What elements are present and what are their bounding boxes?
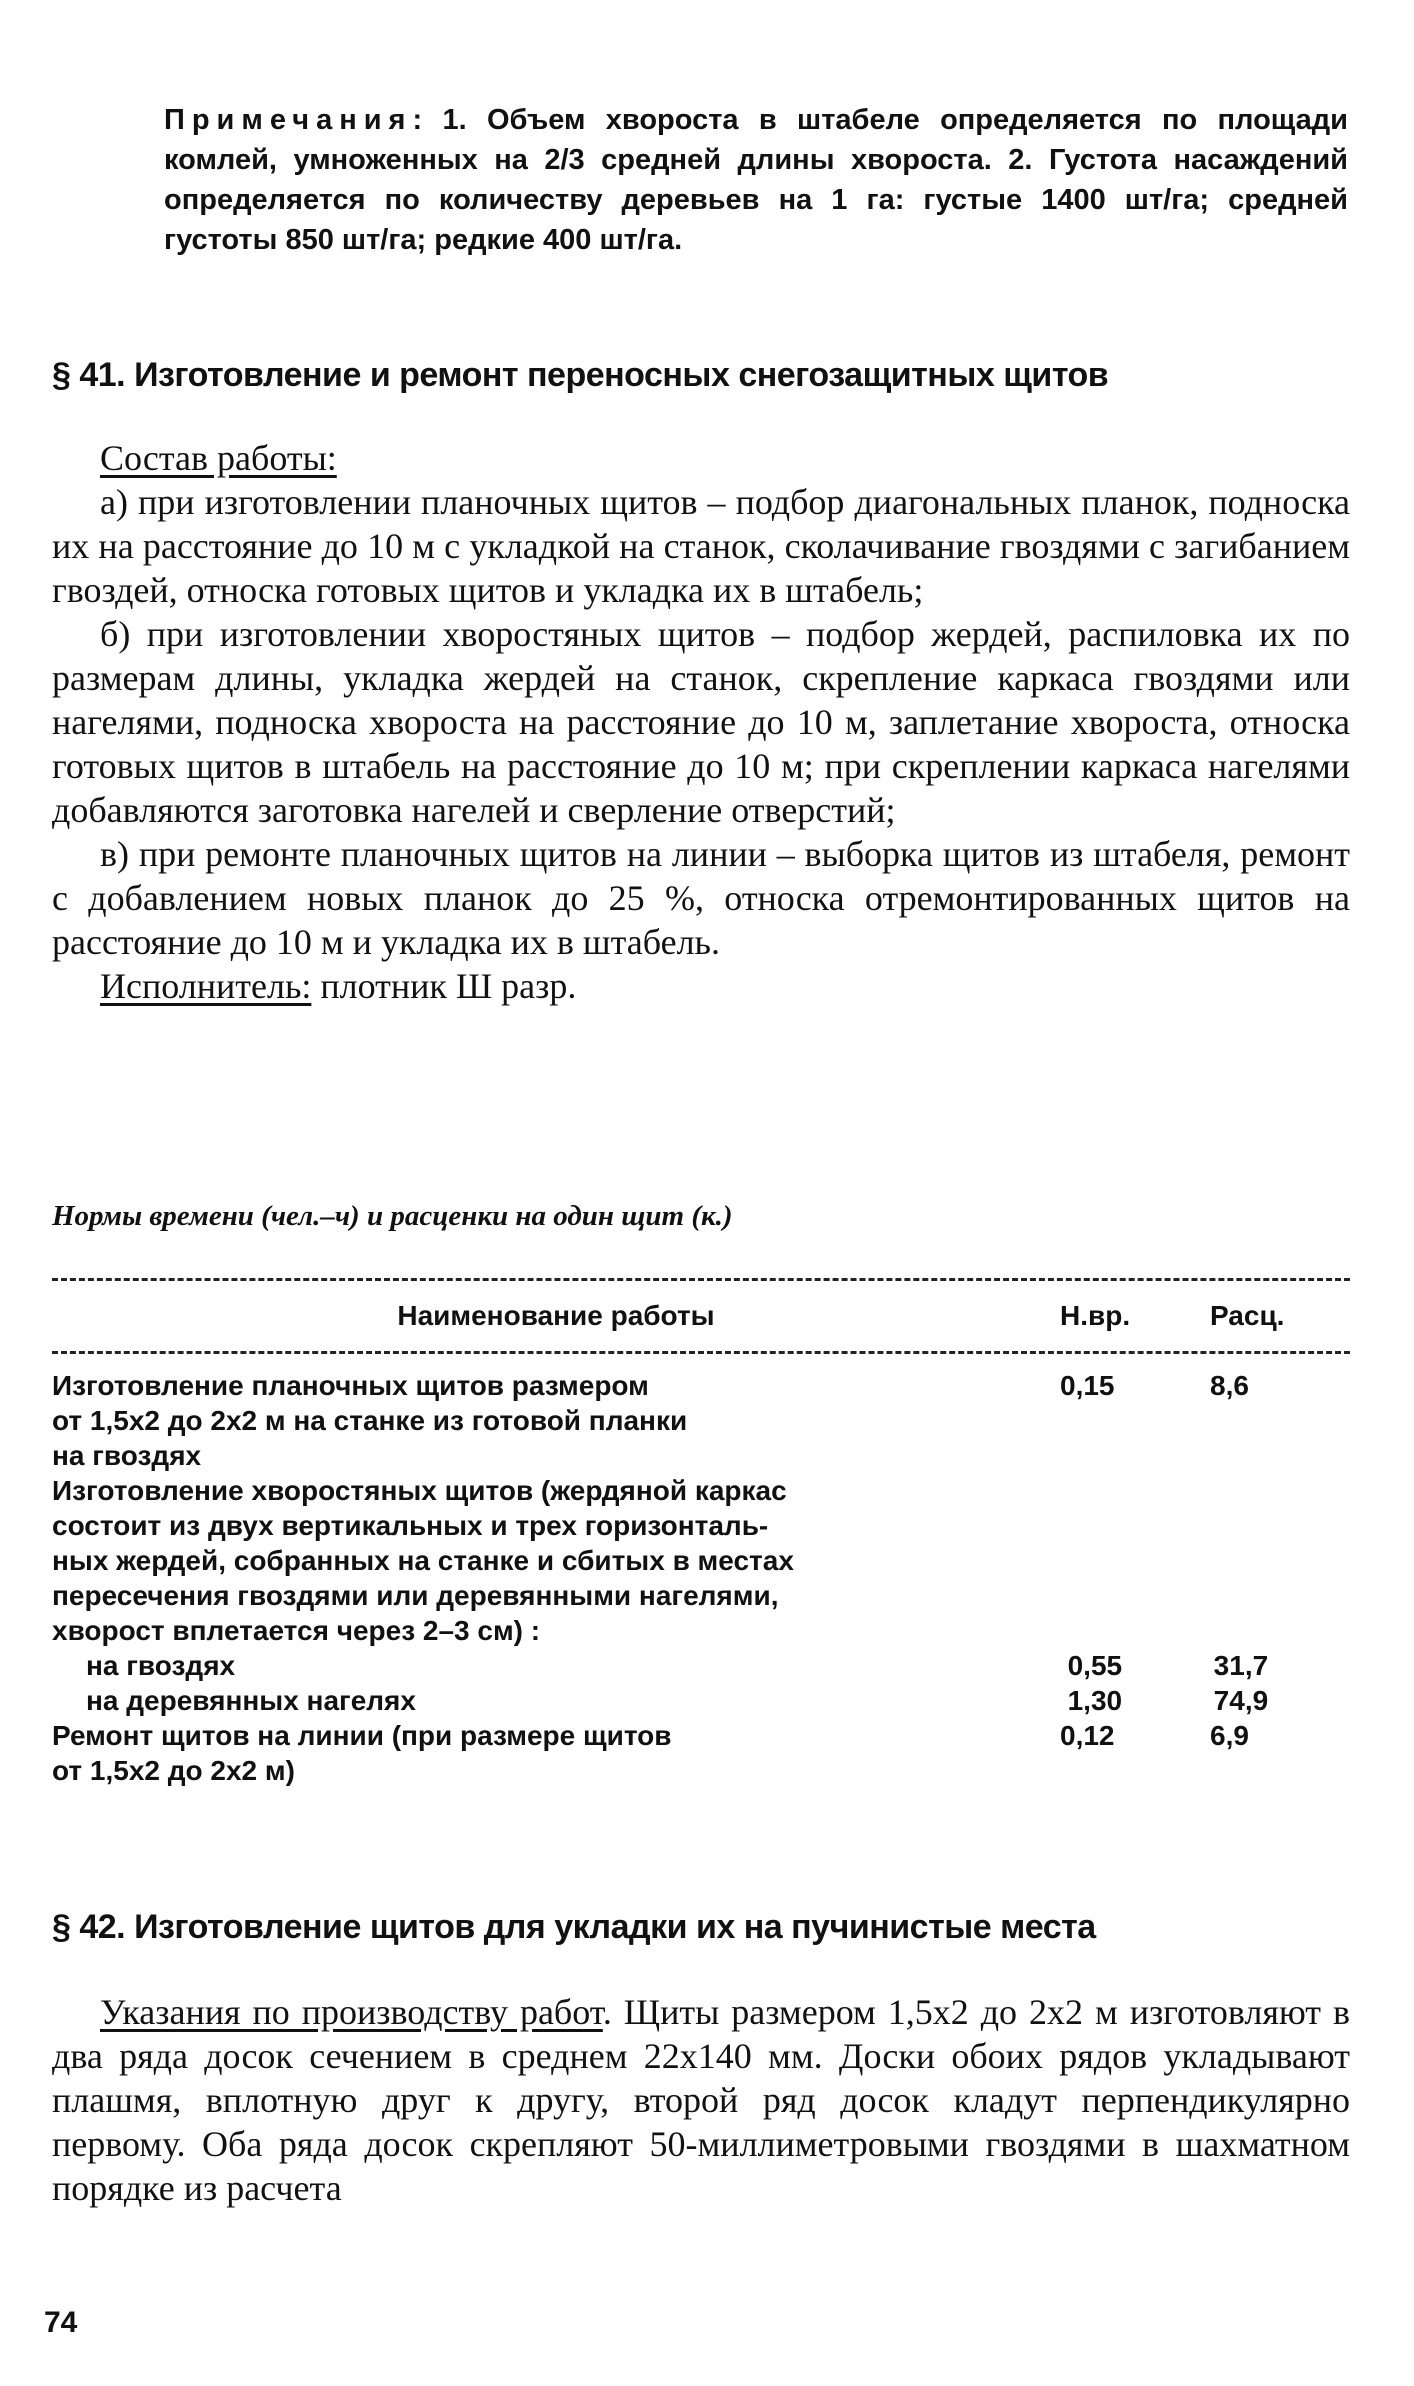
table-row: [52, 1613, 1350, 1648]
notes-paragraph: [56, 100, 1348, 260]
instructions-text: . Щиты размером 1,5х2 до 2х2 м изготовляют в два ряда досок сечением в среднем 22х140 мм. Доски обоих рядов укладывают плашмя, вплотную друг к другу, второй ряд досок кладут перпендикулярно первому. Оба ряда досок скрепляют 50-миллиметровыми гвоздями в шахматном порядке из расчета: [52, 1992, 1350, 2208]
row-rate: [1210, 1438, 1350, 1473]
row-name: пересечения гвоздями или деревянными нагелями,: [52, 1580, 779, 1611]
table-body: [52, 1354, 1350, 1788]
header-name: Наименование работы: [397, 1300, 715, 1331]
row-name: от 1,5х2 до 2х2 м на станке из готовой планки: [52, 1405, 688, 1436]
item-a: а) при изготовлении планочных щитов – подбор диагональных планок, подноска их на расстояние до 10 м с укладкой на станок, сколачивание гвоздями с загибанием гвоздей, относка готовых щитов и укладка их в штабель;: [52, 482, 1350, 610]
table-row: [52, 1368, 1350, 1403]
row-rate: [1210, 1543, 1350, 1578]
row-name: Изготовление планочных щитов размером: [52, 1370, 649, 1401]
row-rate: 8,6: [1210, 1370, 1249, 1401]
row-name: состоит из двух вертикальных и трех горизонталь-: [52, 1510, 769, 1541]
row-name: на деревянных нагелях: [86, 1685, 416, 1716]
composition-label: Состав работы:: [100, 438, 337, 478]
row-rate: 6,9: [1210, 1720, 1249, 1751]
row-norm: 0,12: [1060, 1720, 1115, 1751]
row-rate: [1210, 1578, 1350, 1613]
row-norm: 0,55: [1067, 1650, 1123, 1681]
header-rate: Расц.: [1210, 1300, 1285, 1331]
row-name: на гвоздях: [52, 1440, 202, 1471]
section-42-title: § 42. Изготовление щитов для укладки их на пучинистые места: [52, 1908, 1096, 1946]
page-number: 74: [44, 2306, 78, 2339]
instructions-label: Указания по производству работ: [100, 1992, 603, 2032]
section-41-title: § 41. Изготовление и ремонт переносных снегозащитных щитов: [52, 356, 1109, 394]
section-41-body: [52, 436, 1350, 1008]
table-row: [52, 1543, 1350, 1578]
table-row: [52, 1403, 1350, 1438]
row-norm: [1060, 1473, 1210, 1508]
row-norm: [1060, 1508, 1210, 1543]
row-rate: 31,7: [1213, 1650, 1269, 1681]
row-norm: [1060, 1753, 1210, 1788]
table-row: [52, 1753, 1350, 1788]
row-rate: [1210, 1613, 1350, 1648]
row-norm: [1060, 1403, 1210, 1438]
row-name: ных жердей, собранных на станке и сбитых в местах: [52, 1545, 794, 1576]
notes-text: : 1. Объем хвороста в штабеле определяется по площади комлей, умноженных на 2/3 средней длины хвороста. 2. Густота насаждений определяется по количеству деревьев на 1 га: густые 1400 шт/га; средней густоты 850 шт/га; редкие 400 шт/га.: [164, 104, 1348, 256]
row-rate: 74,9: [1213, 1685, 1269, 1716]
notes-label: Примечания: [164, 104, 413, 136]
table-header: [52, 1281, 1350, 1351]
table-row: [52, 1508, 1350, 1543]
item-b: б) при изготовлении хворостяных щитов – подбор жердей, распиловка их по размерам длины, укладка жердей на станок, скрепление каркаса гвоздями или нагелями, подноска хвороста на расстояние до 10 м, заплетание хвороста, относка готовых щитов в штабель на расстояние до 10 м; при скреплении каркаса нагелями добавляются заготовка нагелей и сверление отверстий;: [52, 614, 1350, 830]
executor-label: Исполнитель:: [100, 966, 312, 1006]
row-name: Изготовление хворостяных щитов (жердяной каркас: [52, 1475, 787, 1506]
table-row: [52, 1438, 1350, 1473]
row-rate: [1210, 1753, 1350, 1788]
header-norm: Н.вр.: [1060, 1300, 1131, 1331]
row-name: на гвоздях: [86, 1650, 236, 1681]
row-rate: [1210, 1473, 1350, 1508]
table-caption: Нормы времени (чел.–ч) и расценки на один щит (к.): [52, 1200, 733, 1232]
row-name: хворост вплетается через 2–3 см) :: [52, 1615, 541, 1646]
table-row: [52, 1473, 1350, 1508]
table-row: [52, 1648, 1350, 1683]
row-norm: [1060, 1613, 1210, 1648]
row-norm: [1060, 1438, 1210, 1473]
row-norm: [1060, 1543, 1210, 1578]
section-42-body: [52, 1990, 1350, 2210]
row-norm: [1060, 1578, 1210, 1613]
row-name: Ремонт щитов на линии (при размере щитов: [52, 1720, 672, 1751]
row-name: от 1,5х2 до 2х2 м): [52, 1755, 295, 1786]
row-norm: 1,30: [1067, 1685, 1123, 1716]
item-v: в) при ремонте планочных щитов на линии – выборка щитов из штабеля, ремонт с добавлением новых планок до 25 %, относка отремонтированных щитов на расстояние до 10 м и укладка их в штабель.: [52, 834, 1350, 962]
norms-table: [52, 1278, 1350, 1788]
table-row: [52, 1718, 1350, 1753]
table-row: [52, 1683, 1350, 1718]
row-norm: 0,15: [1060, 1370, 1115, 1401]
row-rate: [1210, 1403, 1350, 1438]
table-row: [52, 1578, 1350, 1613]
executor-value: плотник Ш разр.: [311, 966, 577, 1006]
row-rate: [1210, 1508, 1350, 1543]
